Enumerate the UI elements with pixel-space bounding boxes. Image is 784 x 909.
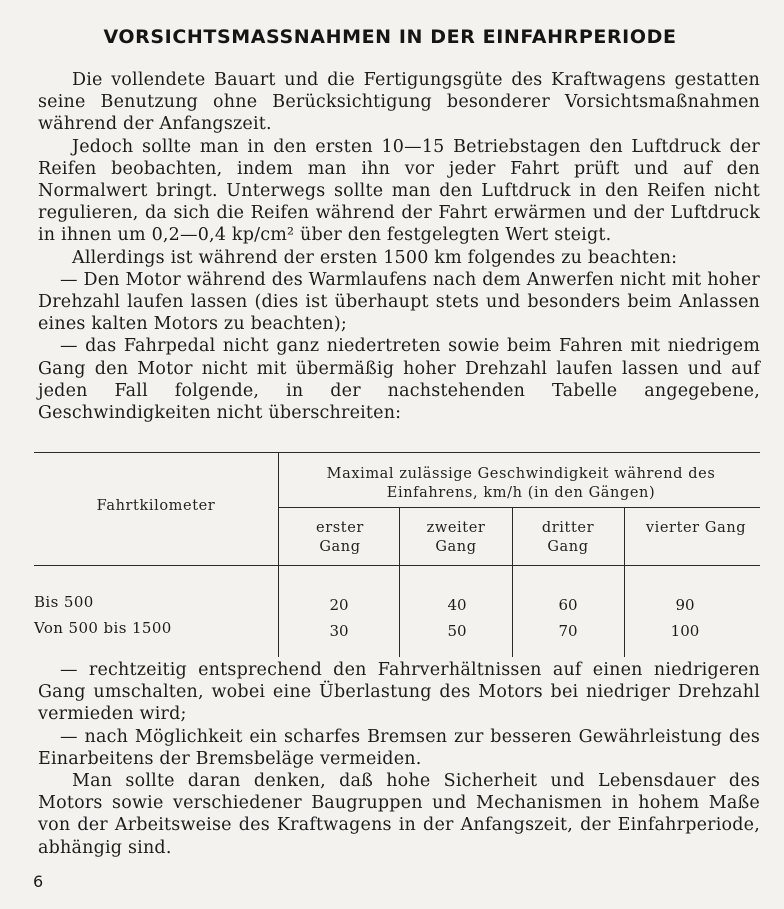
intro-text [38, 69, 760, 424]
column-header-4: vierter Gang [645, 520, 747, 536]
page-number: 6 [33, 872, 44, 891]
column-header-1: erster Gang [316, 520, 364, 555]
table-cell: 60 [558, 596, 578, 614]
table-cell: 30 [329, 622, 349, 640]
row-label-2: Von 500 bis 1500 [34, 619, 172, 637]
table-divider [399, 507, 400, 566]
paragraph-downshift: — rechtzeitig entsprechend den Fahrverhältnissen auf einen niedrigeren Gang umschalten, wobei eine Überlastung des Motors bei niedriger Drehzahl vermieden wird; [38, 660, 760, 725]
table-cell: 50 [447, 622, 467, 640]
table-divider [278, 452, 279, 566]
table-cell: 20 [329, 596, 349, 614]
table-group-rule [278, 507, 760, 508]
paragraph-conclusion: Man sollte daran denken, daß hohe Sicherheit und Lebensdauer des Motors sowie verschiedener Baugruppen und Mechanismen in hohem Maße von der Arbeitsweise des Kraftwagens in der Anfangszeit, der Einfahrperiode, abhängig sind. [38, 771, 760, 858]
table-divider [624, 507, 625, 566]
group-header-cell: Maximal zulässige Geschwindigkeit während des Einfahrens, km/h (in den Gängen) [326, 466, 716, 501]
row-label-1: Bis 500 [34, 593, 94, 611]
table-header-rule [34, 565, 760, 566]
paragraph-first-1500km: Allerdings ist während der ersten 1500 km folgendes zu beachten: [72, 247, 678, 268]
table-top-rule [34, 452, 760, 453]
paragraph-warmup: — Den Motor während des Warmlaufens nach dem Anwerfen nicht mit hoher Drehzahl laufen lassen (dies ist überhaupt stets und besonders beim Anlassen eines kalten Motors zu beachten); [38, 269, 760, 335]
page-title: VORSICHTSMASSNAHMEN IN DER EINFAHRPERIODE [103, 26, 677, 48]
row-header-cell: Fahrtkilometer [96, 498, 216, 514]
paragraph-pedal: — das Fahrpedal nicht ganz niedertreten sowie beim Fahren mit niedrigem Gang den Motor nicht mit übermäßig hoher Drehzahl laufen lassen und auf jeden Fall folgende, in der nachstehenden Tabelle angegebene, Geschwindigkeiten nicht überschreiten: [38, 336, 760, 424]
column-header-3: dritter Gang [541, 520, 595, 555]
table-cell: 90 [675, 596, 695, 614]
speed-limit-table [34, 447, 760, 657]
closing-text [38, 659, 760, 859]
table-divider [512, 507, 513, 566]
table-cell: 100 [670, 622, 700, 640]
table-cell: 40 [447, 596, 467, 614]
paragraph-tire-pressure: Jedoch sollte man in den ersten 10—15 Betriebstagen den Luftdruck der Reifen beobachten, indem man ihn vor jeder Fahrt prüft und auf den Normalwert bringt. Unterwegs sollte man den Luftdruck in den Reifen nicht regulieren, da sich die Reifen während der Fahrt erwärmen und der Luftdruck in ihnen um 0,2—0,4 kp/cm² über den festgelegten Wert steigt. [38, 136, 760, 246]
column-header-2: zweiter Gang [426, 520, 486, 555]
paragraph-braking: — nach Möglichkeit ein scharfes Bremsen zur besseren Gewährleistung des Einarbeitens der Bremsbeläge vermeiden. [38, 726, 760, 769]
paragraph-intro: Die vollendete Bauart und die Fertigungsgüte des Kraftwagens gestatten seine Benutzung ohne Berücksichtigung besonderer Vorsichtsmaßnahmen während der Anfangszeit. [38, 70, 760, 135]
table-cell: 70 [558, 622, 578, 640]
